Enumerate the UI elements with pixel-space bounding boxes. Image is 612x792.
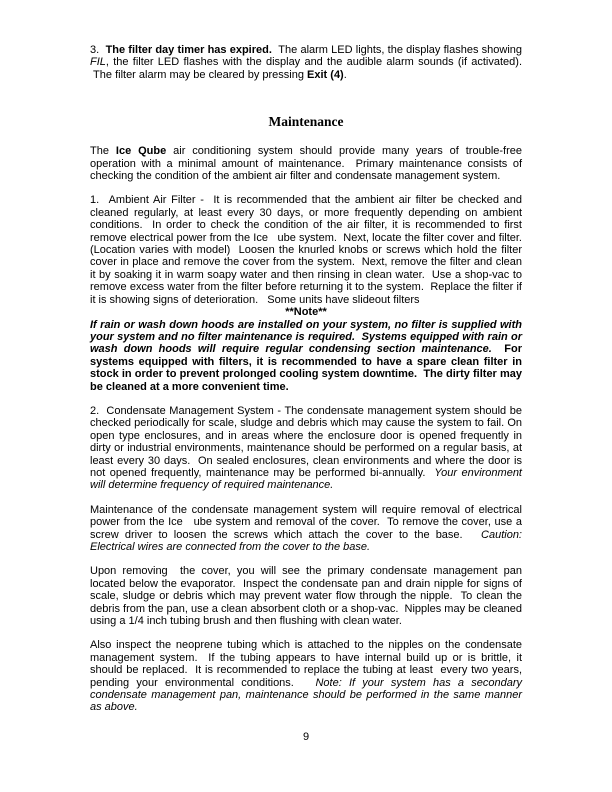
text-segment: The <box>90 145 116 158</box>
text-segment: 3. <box>90 44 106 56</box>
text-segment: , the filter LED flashes with the display and the audible alarm sounds (if activated). The filter alarm may be cleared by pressing <box>90 56 522 81</box>
text-segment: The filter day timer has expired. <box>105 44 272 56</box>
para-rain-hoods-note <box>90 319 522 393</box>
para-condensate-management <box>90 405 522 492</box>
para-ambient-air-filter <box>90 194 522 306</box>
text-segment: Your environment will determine frequency of required maintenance. <box>90 466 522 492</box>
para-condensate-pan <box>90 565 522 627</box>
text-segment: FIL <box>90 56 106 69</box>
text-segment: Also inspect the neoprene tubing which is attached to the nipples on the condensate management system. If the tubing appears to have internal build up or is brittle, it should be replaced. It is recommended to replace the tubing at least every two years, pending your environmental conditions. <box>90 639 522 689</box>
document-body <box>90 44 522 726</box>
text-segment: 1. Ambient Air Filter - It is recommended that the ambient air filter be checked and cleaned regularly, at least every 30 days, or more frequently depending on ambient conditions. In order to check the condition of the air filter, it is recommended to first remove electrical power from the Ice ube system. Next, locate the filter cover and filter. (Location varies with model) Loosen the knurled knobs or screws which hold the filter cover in place and remove the cover from the system. Next, remove the filter and clean it by soaking it in warm soapy water and then rinsing in clean water. Use a shop-vac to remove excess water from the filter before returning it to the system. Replace the filter if it is showing signs of deterioration. Some units have slideout filters <box>90 194 522 306</box>
para-cover-removal <box>90 504 522 554</box>
text-segment: 2. Condensate Management System - The condensate management system should be checked periodically for scale, sludge and debris which may cause the system to fail. On open type enclosures, and in areas where the enclosure door is opened frequently in dirty or industrial environments, maintenance should be performed on a regular basis, at least every 30 days. On sealed enclosures, clean environments and where the door is not opened frequently, maintenance may be performed bi-annually. <box>90 404 522 479</box>
text-segment: Exit (4) <box>307 68 344 81</box>
para-filter-alarm <box>90 44 522 81</box>
para-maintenance-intro <box>90 145 522 182</box>
text-segment: If rain or wash down hoods are installed on your system, no filter is supplied with your system and no filter maintenance is required. Systems equipped with rain or wash down hoods will require regular condensing section maintenance. <box>90 318 522 356</box>
text-segment: For systems equipped with filters, it is recommended to have a spare clean filter in stock in order to prevent prolonged cooling system downtime. The dirty filter may be cleaned at a more convenient time. <box>90 343 522 393</box>
text-segment: Ice Qube <box>115 145 167 158</box>
note-marker: **Note** <box>285 306 327 319</box>
text-segment: Note: If your system has a secondary condensate management pan, maintenance should be performed in the same manner as above. <box>90 676 522 714</box>
text-segment: Caution: Electrical wires are connected from the cover to the base. <box>90 528 522 553</box>
text-segment: Upon removing the cover, you will see the primary condensate management pan located below the evaporator. Inspect the condensate pan and drain nipple for signs of scale, sludge or debris which may prevent water flow through the nipple. To clean the debris from the pan, use a clean absorbent cloth or a shop-vac. Nipples may be cleaned using a 1/4 inch tubing brush and then flushing with clean water. <box>90 565 522 628</box>
section-heading: Maintenance <box>268 114 344 130</box>
text-segment: air conditioning system should provide many years of trouble-free operation with a minimal amount of maintenance. Primary maintenance consists of checking the condition of the ambient air filter and condensate management system. <box>90 145 522 183</box>
text-segment: . <box>343 68 347 81</box>
page-number: 9 <box>302 731 310 743</box>
para-neoprene-tubing <box>90 639 522 713</box>
text-segment: The alarm LED lights, the display flashes showing <box>271 44 522 56</box>
text-segment: Maintenance of the condensate management system will require removal of electrical power from the Ice ube system and removal of the cover. To remove the cover, use a screw driver to loosen the screws which attach the cover to the base. <box>90 503 522 541</box>
